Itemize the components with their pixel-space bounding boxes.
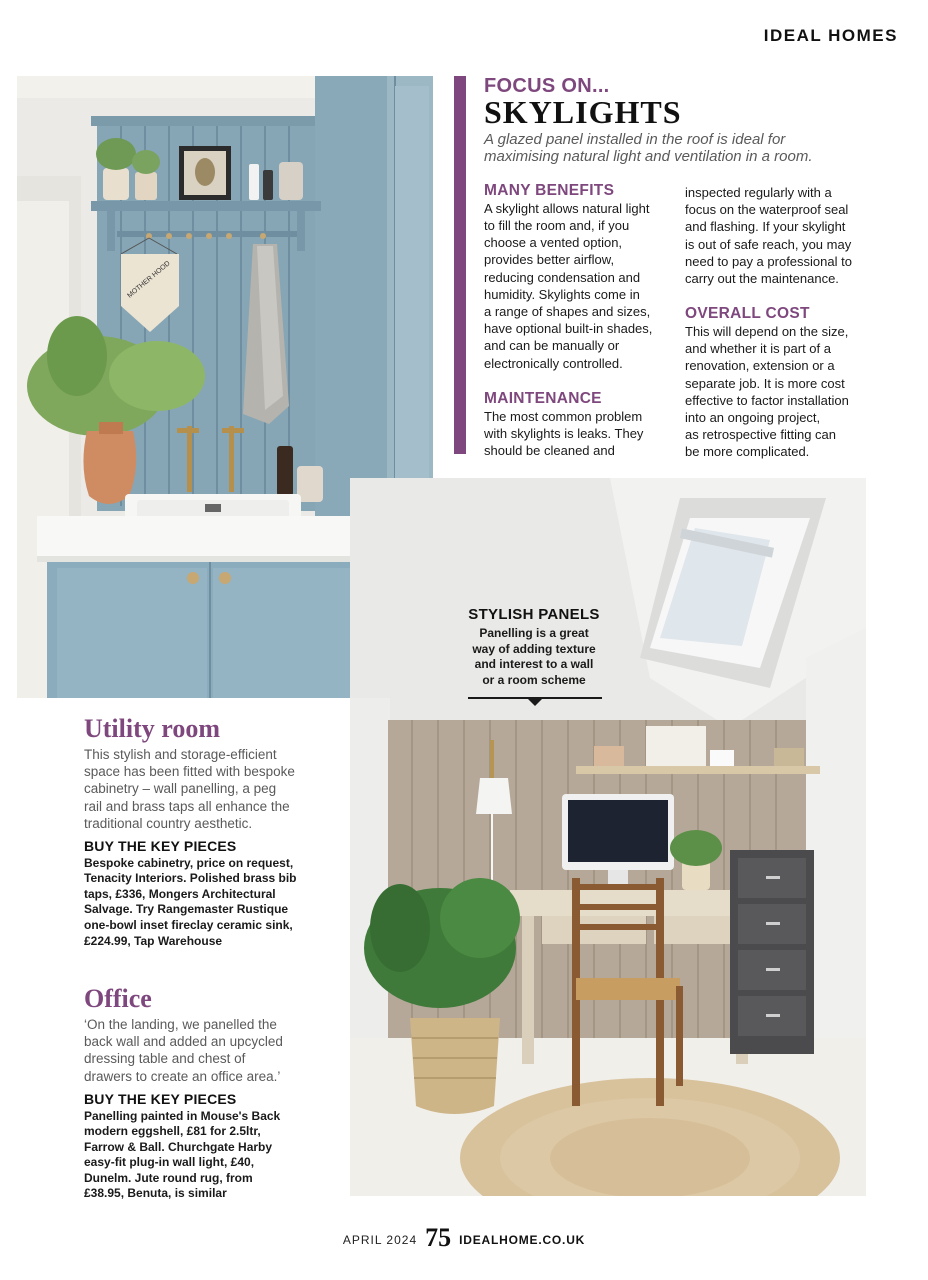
brand-masthead: IDEAL HOMES	[763, 26, 898, 45]
feature-kicker: FOCUS ON...	[484, 75, 610, 97]
utility-room-title: Utility room	[84, 714, 220, 743]
utility-key-pieces-title: BUY THE KEY PIECES	[84, 837, 237, 854]
utility-room-section	[84, 714, 314, 949]
body-maintenance-continued: inspected regularly with a focus on the waterproof seal and flashing. If your skylight is out of safe reach, you may need to pay a professional to carry out the maintenance.	[685, 185, 852, 287]
utility-key-pieces-text: Bespoke cabinetry, price on request, Tenacity Interiors. Polished brass bib taps, £336, Mongers Architectural Salvage. Try Rangemaster Rustique one-bowl inset fireclay ceramic sink, £224.99, Tap Warehouse	[84, 855, 297, 948]
subhead-overall-cost: OVERALL COST	[685, 305, 810, 323]
feature-accent-bar	[454, 76, 466, 454]
office-description: ‘On the landing, we panelled the back wall and added an upcycled dressing table and chest of drawers to create an office area.’	[84, 1016, 283, 1084]
body-many-benefits: A skylight allows natural light to fill the room and, if you choose a vented option, provides better airflow, reducing condensation and humidity. Skylights come in a range of shapes and sizes, have optional built-in shades, and can be manually or electronically controlled.	[484, 200, 653, 371]
utility-room-description: This stylish and storage-efficient space has been fitted with bespoke cabinetry – wall panelling, a peg rail and brass taps all enhance the traditional country aesthetic.	[84, 746, 295, 831]
feature-standfirst: A glazed panel installed in the roof is ideal for maximising natural light and ventilation in a room.	[484, 131, 813, 165]
feature-column-left	[484, 182, 666, 459]
office-key-pieces-title: BUY THE KEY PIECES	[84, 1090, 237, 1107]
stylish-panels-callout	[466, 606, 602, 688]
body-maintenance: The most common problem with skylights is leaks. They should be cleaned and	[484, 408, 644, 459]
footer-date: APRIL 2024	[342, 1232, 418, 1247]
footer-website: IDEALHOME.CO.UK	[459, 1232, 586, 1247]
feature-column-right	[685, 184, 867, 461]
subhead-maintenance: MAINTENANCE	[484, 389, 602, 407]
callout-pointer-icon	[527, 698, 543, 706]
body-overall-cost: This will depend on the size, and whether it is part of a renovation, extension or a separate job. It is more cost effective to factor installation into an ongoing project, as retrospective fitting can be more complicated.	[685, 324, 849, 460]
subhead-many-benefits: MANY BENEFITS	[484, 182, 615, 199]
page-footer	[0, 1223, 928, 1252]
page-number: 75	[425, 1223, 452, 1252]
office-section	[84, 984, 314, 1202]
office-title: Office	[84, 984, 152, 1013]
callout-title: STYLISH PANELS	[468, 606, 600, 623]
sign-text: MOTHER HOOD	[126, 260, 172, 300]
callout-text: Panelling is a great way of adding texture and interest to a wall or a room scheme	[472, 626, 596, 687]
office-photo	[350, 478, 866, 1196]
feature-title: SKYLIGHTS	[484, 94, 682, 130]
office-key-pieces-text: Panelling painted in Mouse's Back modern eggshell, £81 for 2.5ltr, Farrow & Ball. Churchgate Harby easy-fit plug-in wall light, £40, Dunelm. Jute round rug, from £38.95, Benuta, is similar	[84, 1108, 281, 1201]
